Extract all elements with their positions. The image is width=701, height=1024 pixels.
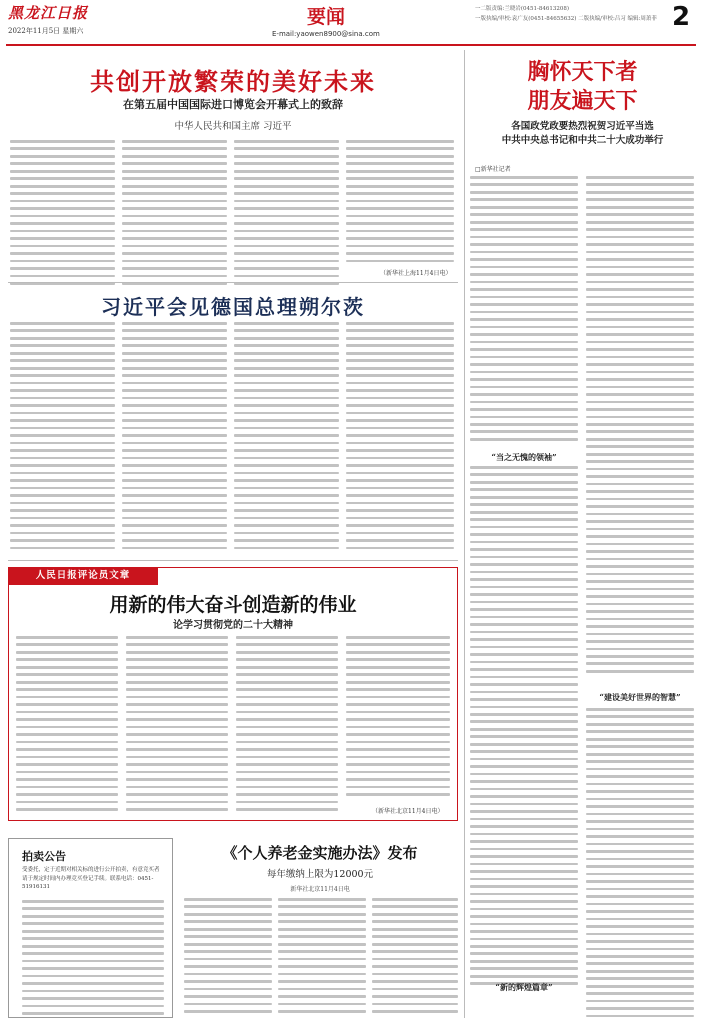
article2-body-col3 <box>234 322 339 554</box>
commentary-subheadline: 论学习贯彻党的二十大精神 <box>173 620 293 631</box>
editor-contact-line: 一二版责编:兰晓岩(0451-84613208) <box>475 6 569 12</box>
lead-body-col1 <box>10 140 115 290</box>
column-divider <box>464 50 465 1018</box>
issue-date: 2022年11月5日 星期六 <box>8 27 84 35</box>
right-subheadline-line: 中共中央总书记和中共二十大成功举行 <box>501 135 664 146</box>
commentary-signoff: （新华社北京11月4日电） <box>372 808 444 815</box>
right-body-col1b <box>470 466 578 990</box>
right-subhead: “建设美好世界的智慧” <box>599 692 681 702</box>
article2-body-col2 <box>122 322 227 554</box>
lead-body-col4 <box>346 140 454 267</box>
section-title: 要闻 <box>307 6 346 28</box>
notice-title: 拍卖公告 <box>22 850 66 863</box>
article2-body-col4 <box>346 322 454 554</box>
header-divider <box>6 44 696 46</box>
section-divider <box>8 560 458 561</box>
page-header <box>0 0 701 52</box>
bottom-byline: 新华社北京11月4日电 <box>290 886 350 893</box>
right-subheadline <box>470 120 695 148</box>
right-headline-line: 胸怀天下者 <box>527 60 638 85</box>
notice-body-lines <box>22 900 164 1020</box>
lead-subheadline: 在第五届中国国际进口博览会开幕式上的致辞 <box>123 98 343 111</box>
commentary-body-col3 <box>236 636 338 816</box>
right-body-col2b <box>586 708 694 1022</box>
right-headline-line: 朋友遍天下 <box>527 89 638 114</box>
bottom-subheadline: 每年缴纳上限为12000元 <box>266 869 374 880</box>
bottom-body-col2 <box>278 898 366 1018</box>
bottom-headline[interactable]: 《个人养老金实施办法》发布 <box>222 844 418 862</box>
lead-signoff: （新华社上海11月4日电） <box>380 270 452 277</box>
article2-headline[interactable]: 习近平会见德国总理朔尔茨 <box>101 295 365 319</box>
page-number: 2 <box>672 2 691 32</box>
commentary-body-col4 <box>346 636 450 801</box>
lead-body-col3 <box>234 140 339 290</box>
right-body-col1 <box>470 176 578 445</box>
notice-body: 受委托，定于近期对相关标的进行公开拍卖，有意竞买者请于规定时间内办理竞买登记手续。联系电话：0451-51916131 <box>22 867 160 890</box>
lead-headline[interactable]: 共创开放繁荣的美好未来 <box>90 68 376 96</box>
commentary-body-col1 <box>16 636 118 816</box>
lead-byline: 中华人民共和国主席 习近平 <box>174 121 292 132</box>
section-divider <box>8 282 458 283</box>
commentary-label: 人民日报评论员文章 <box>8 567 158 585</box>
right-byline: □新华社记者 <box>475 166 511 173</box>
editor-contact-line: 一版执编/审校:袁广友(0451-84655632) 二版执编/审校:吕习 编辑:周萧菲 <box>475 16 657 22</box>
commentary-headline[interactable]: 用新的伟大奋斗创造新的伟业 <box>109 594 357 616</box>
bottom-body-col1 <box>184 898 272 1018</box>
commentary-body-col2 <box>126 636 228 816</box>
contact-email[interactable]: E-mail:yaowen8900@sina.com <box>272 30 380 38</box>
lead-body-col2 <box>122 140 227 290</box>
right-subhead: “新的辉煌篇章” <box>495 982 553 992</box>
right-subhead: “当之无愧的领袖” <box>491 452 557 462</box>
right-headline[interactable] <box>470 58 695 116</box>
right-body-col2 <box>586 176 694 677</box>
newspaper-logo: 黑龙江日报 <box>8 4 89 22</box>
right-subheadline-line: 各国政党政要热烈祝贺习近平当选 <box>511 121 654 132</box>
article2-body-col1 <box>10 322 115 554</box>
editor-contacts <box>475 4 665 24</box>
bottom-body-col3 <box>372 898 458 1018</box>
